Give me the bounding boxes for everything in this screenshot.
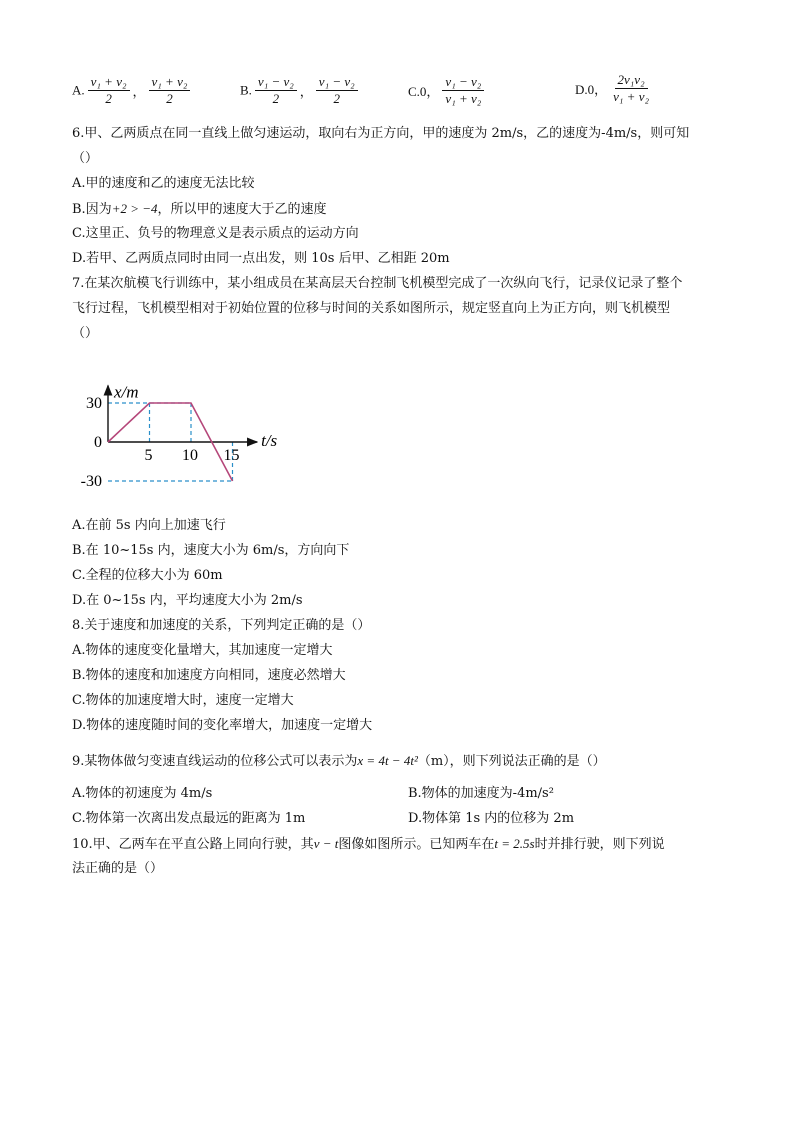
q9-option-b: B.物体的加速度为-4m/s² <box>408 786 554 801</box>
q9-option-c: C.物体第一次离出发点最远的距离为 1m <box>72 811 306 826</box>
text: 时并排行驶，则下列说 <box>534 837 665 852</box>
numerator: v₁ − v₂ <box>255 74 297 91</box>
inline-math: x = 4t − 4t² <box>357 753 418 768</box>
q6-stem: 6.甲、乙两质点在同一直线上做匀速运动，取向右为正方向，甲的速度为 2m/s，乙的速度为-4m/s，则可知 <box>72 126 690 141</box>
tick-label: 10 <box>182 447 198 464</box>
separator: ， <box>132 85 146 100</box>
fraction <box>255 74 297 107</box>
fraction <box>442 74 484 107</box>
text: 图像如图所示。已知两车在 <box>338 837 495 852</box>
numerator: v₁ − v₂ <box>442 74 484 91</box>
tick-label: 0 <box>94 434 102 451</box>
numerator: v₁ + v₂ <box>88 74 130 91</box>
numerator: v₁ + v₂ <box>149 74 191 91</box>
denominator: v₁ + v₂ <box>445 91 482 106</box>
x-axis-label: t/s <box>261 431 278 450</box>
q7-option-a: A.在前 5s 内向上加速飞行 <box>72 518 226 533</box>
denominator: 2 <box>272 91 280 106</box>
q8-option-a: A.物体的速度变化量增大，其加速度一定增大 <box>72 643 333 658</box>
q5-option-b <box>240 74 361 107</box>
fraction <box>316 74 358 107</box>
q9-option-d: D.物体第 1s 内的位移为 2m <box>408 811 575 826</box>
q7-stem-paren: （） <box>72 326 99 341</box>
denominator: 2 <box>105 91 112 106</box>
denominator: 2 <box>333 91 340 106</box>
fraction <box>88 74 130 107</box>
option-label: A. <box>72 82 85 98</box>
text: （m），则下列说法正确的是（） <box>417 754 606 769</box>
q10-stem <box>72 834 665 855</box>
text: ，所以甲的速度大于乙的速度 <box>157 202 327 217</box>
q8-option-d: D.物体的速度随时间的变化率增大，加速度一定增大 <box>72 718 373 733</box>
q8-option-b: B.物体的速度和加速度方向相同，速度必然增大 <box>72 668 346 683</box>
q7-option-c: C.全程的位移大小为 60m <box>72 568 223 583</box>
y-axis-label: x/m <box>114 382 139 402</box>
q6-stem-paren: （） <box>72 151 99 166</box>
q6-option-d: D.若甲、乙两质点同时由同一点出发，则 10s 后甲、乙相距 20m <box>72 251 450 266</box>
denominator: v₁ + v₂ <box>613 89 649 104</box>
option-label: B. <box>240 82 252 98</box>
fraction <box>610 72 652 105</box>
q6-option-b <box>72 199 327 220</box>
tick-label: 30 <box>86 395 102 412</box>
inline-math: v − t <box>313 836 339 851</box>
q5-option-a <box>72 74 193 107</box>
q5-option-d <box>575 72 655 105</box>
text: B.因为 <box>72 202 112 217</box>
inline-math: +2 > −4 <box>111 201 158 216</box>
q10-stem-2: 法正确的是（） <box>72 861 164 876</box>
text: 10.甲、乙两车在平直公路上同向行驶，其 <box>72 837 314 852</box>
q9-option-a: A.物体的初速度为 4m/s <box>72 786 213 801</box>
xt-graph <box>76 352 296 512</box>
q7-option-b: B.在 10~15s 内，速度大小为 6m/s，方向向下 <box>72 543 350 558</box>
option-label: D.0， <box>575 82 608 97</box>
denominator: 2 <box>166 91 173 106</box>
q7-stem-1: 7.在某次航模飞行训练中，某小组成员在某高层天台控制飞机模型完成了一次纵向飞行，记录仪记录了整个 <box>72 276 683 291</box>
tick-label: 5 <box>144 447 153 464</box>
q7-option-d: D.在 0~15s 内，平均速度大小为 2m/s <box>72 593 303 608</box>
inline-math: t = 2.5s <box>494 836 535 851</box>
tick-label: 15 <box>223 447 240 464</box>
text: 9.某物体做匀变速直线运动的位移公式可以表示为 <box>72 754 358 769</box>
option-label: C.0， <box>408 84 440 99</box>
q9-stem <box>72 751 606 772</box>
fraction <box>149 74 191 107</box>
tick-label: -30 <box>80 473 102 490</box>
numerator: 2v₁v₂ <box>615 72 648 89</box>
q6-option-a: A.甲的速度和乙的速度无法比较 <box>72 176 255 191</box>
q5-option-c <box>408 74 487 107</box>
q8-stem: 8.关于速度和加速度的关系，下列判定正确的是（） <box>72 618 371 633</box>
q6-option-c: C.这里正、负号的物理意义是表示质点的运动方向 <box>72 226 359 241</box>
q8-option-c: C.物体的加速度增大时，速度一定增大 <box>72 693 294 708</box>
q7-stem-2: 飞行过程，飞机模型相对于初始位置的位移与时间的关系如图所示，规定竖直向上为正方向，则飞机模型 <box>72 301 671 316</box>
numerator: v₁ − v₂ <box>316 74 358 91</box>
separator: ， <box>299 85 313 100</box>
